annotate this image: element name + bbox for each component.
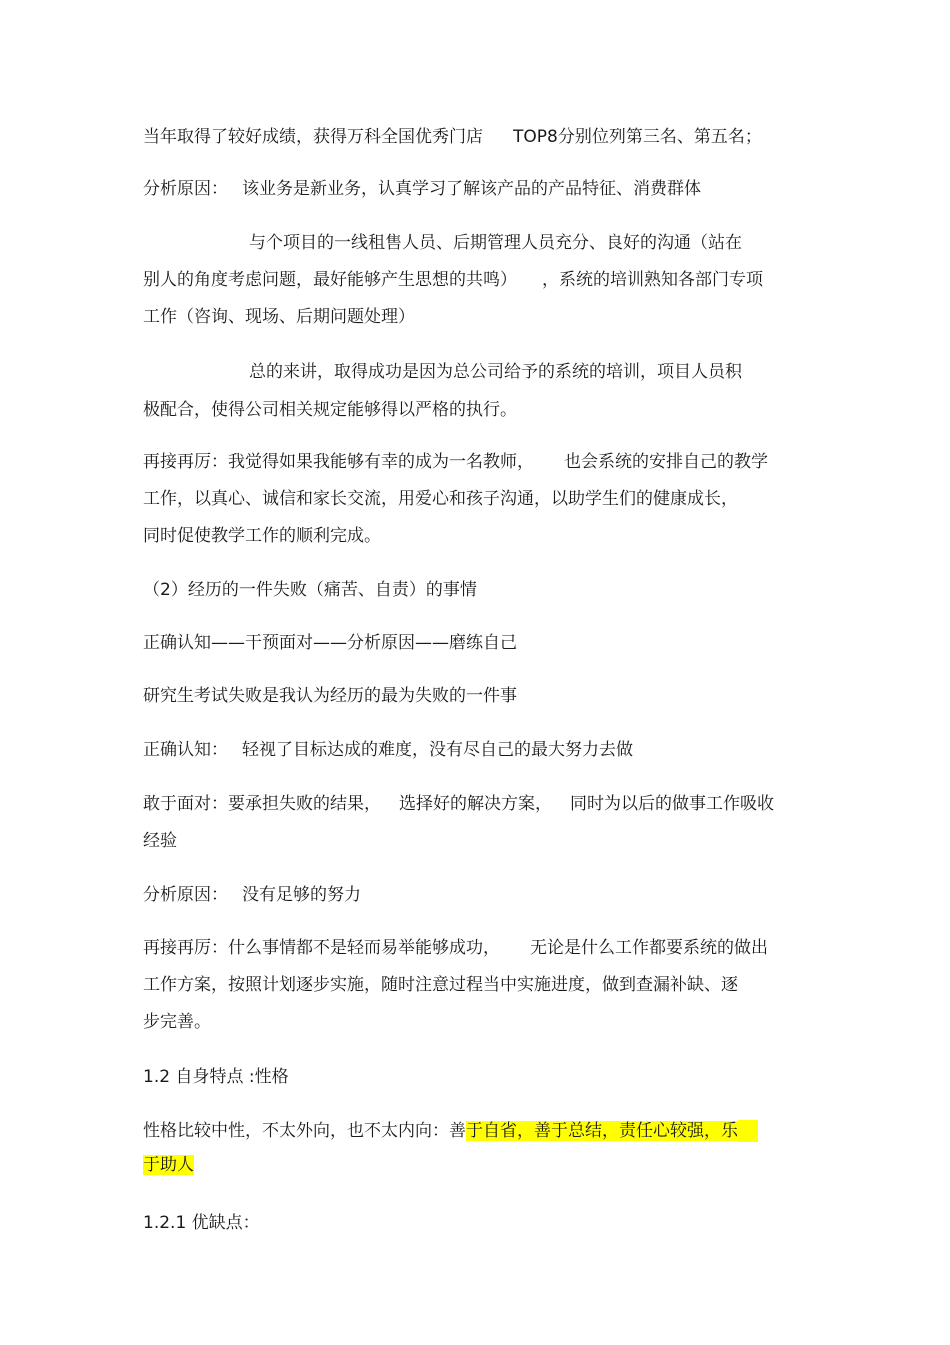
text-line: 同时促使教学工作的顺利完成。 bbox=[143, 526, 381, 546]
highlight-tail bbox=[738, 1120, 758, 1142]
text-line: 极配合，使得公司相关规定能够得以严格的执行。 bbox=[143, 400, 517, 420]
section-heading: （2）经历的一件失败（痛苦、自责）的事情 bbox=[143, 580, 477, 600]
text-line: 总的来讲，取得成功是因为总公司给予的系统的培训，项目人员积 bbox=[249, 362, 742, 382]
text-line: 分析原因： 该业务是新业务，认真学习了解该产品的产品特征、消费群体 bbox=[143, 179, 701, 199]
text-line: 别人的角度考虑问题，最好能够产生思想的共鸣） ，系统的培训熟知各部门专项 bbox=[143, 270, 763, 290]
text-line: 分析原因： 没有足够的努力 bbox=[143, 885, 361, 905]
text-line: 研究生考试失败是我认为经历的最为失败的一件事 bbox=[143, 686, 517, 706]
text-line: 正确认知： 轻视了目标达成的难度，没有尽自己的最大努力去做 bbox=[143, 740, 633, 760]
text-line bbox=[143, 1154, 194, 1176]
text-line: 再接再厉：什么事情都不是轻而易举能够成功， 无论是什么工作都要系统的做出 bbox=[143, 938, 768, 958]
text-line: 当年取得了较好成绩，获得万科全国优秀门店 TOP8分别位列第三名、第五名； bbox=[143, 127, 762, 147]
text-line: 工作（咨询、现场、后期问题处理） bbox=[143, 307, 415, 327]
text-line: 敢于面对：要承担失败的结果， 选择好的解决方案， 同时为以后的做事工作吸收 bbox=[143, 794, 774, 814]
highlighted-text: 于自省，善于总结，责任心较强，乐 bbox=[466, 1121, 738, 1141]
text-line: 再接再厉：我觉得如果我能够有幸的成为一名教师， 也会系统的安排自己的教学 bbox=[143, 452, 768, 472]
text-line: 步完善。 bbox=[143, 1012, 211, 1032]
section-heading: 1.2.1 优缺点： bbox=[143, 1213, 260, 1233]
text-line: 与个项目的一线租售人员、后期管理人员充分、良好的沟通（站在 bbox=[249, 233, 742, 253]
highlighted-text: 于助人 bbox=[143, 1155, 194, 1175]
section-heading: 1.2 自身特点 :性格 bbox=[143, 1067, 289, 1087]
text-line: 经验 bbox=[143, 831, 177, 851]
text-line: 正确认知——干预面对——分析原因——磨练自己 bbox=[143, 633, 517, 653]
text-line: 工作，以真心、诚信和家长交流，用爱心和孩子沟通，以助学生们的健康成长， bbox=[143, 489, 738, 509]
text-line: 性格比较中性，不太外向，也不太内向：善于自省，善于总结，责任心较强，乐 bbox=[143, 1120, 758, 1142]
text-line: 工作方案，按照计划逐步实施，随时注意过程当中实施进度，做到查漏补缺、逐 bbox=[143, 975, 738, 995]
